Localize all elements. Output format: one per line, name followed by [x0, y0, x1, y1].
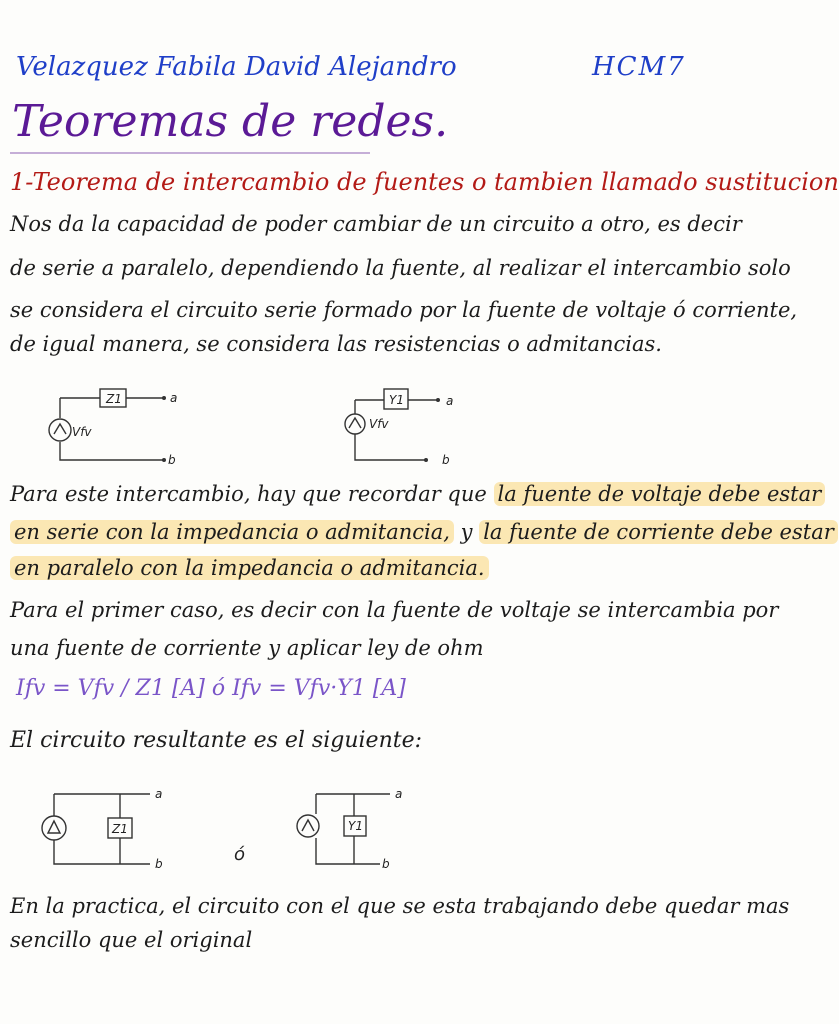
diagram2-separator: ó	[234, 844, 246, 865]
intro-line-2: de serie a paralelo, dependiendo la fuente, al realizar el intercambio solo	[10, 256, 791, 280]
diagram2-right-a: a	[395, 787, 403, 801]
first-case-line-1: Para el primer caso, es decir con la fuente de voltaje se intercambia por	[10, 598, 779, 622]
diagram1-right-source: Vfv	[369, 417, 389, 431]
result-intro: El circuito resultante es el siguiente:	[10, 728, 423, 753]
diagram1-left-source: Vfv	[72, 425, 92, 439]
intro-line-1: Nos da la capacidad de poder cambiar de un circuito a otro, es decir	[10, 212, 742, 236]
intro-line-4: de igual manera, se considera las resistencias o admitancias.	[10, 332, 662, 356]
diagram2-right-b: b	[382, 857, 390, 871]
diagram1-left-element: Z1	[106, 392, 122, 406]
highlight-voltage-source: la fuente de voltaje debe estar	[494, 482, 826, 506]
diagram1-right-a: a	[446, 394, 454, 408]
exchange-line-2	[10, 520, 838, 544]
title-underline	[10, 152, 370, 154]
diagram1-right-b: b	[442, 453, 450, 467]
diagram1-left-a: a	[170, 391, 178, 405]
highlight-series: en serie con la impedancia o admitancia,	[10, 520, 454, 544]
highlight-current-source: la fuente de corriente debe estar	[479, 520, 838, 544]
exchange-text-1: Para este intercambio, hay que recordar que	[10, 482, 487, 506]
intro-line-3: se considera el circuito serie formado por la fuente de voltaje ó corriente,	[10, 298, 798, 322]
diagram1-left-b: b	[168, 453, 176, 467]
diagram-parallel-sources	[0, 780, 768, 880]
author-name: Velazquez Fabila David Alejandro	[16, 52, 457, 82]
diagram2-left-b: b	[155, 857, 163, 871]
ohm-formula: Ifv = Vfv / Z1 [A] ó Ifv = Vfv·Y1 [A]	[16, 676, 406, 701]
diagram2-left-a: a	[155, 787, 163, 801]
first-case-line-2: una fuente de corriente y aplicar ley de ohm	[10, 636, 484, 660]
conclusion-line-2: sencillo que el original	[10, 928, 253, 952]
exchange-text-2: y	[460, 520, 473, 544]
diagram2-right-element: Y1	[348, 819, 363, 833]
section-heading: 1-Teorema de intercambio de fuentes o tambien llamado sustitucion	[10, 168, 839, 196]
diagram-series-sources	[0, 378, 768, 470]
exchange-line-1	[10, 482, 825, 506]
conclusion-line-1: En la practica, el circuito con el que se esta trabajando debe quedar mas	[10, 894, 790, 918]
group-code: HCM7	[592, 52, 686, 82]
exchange-line-3	[10, 556, 489, 580]
diagram2-left-element: Z1	[112, 822, 128, 836]
diagram1-right-element: Y1	[389, 393, 404, 407]
page-title: Teoremas de redes.	[12, 96, 449, 147]
highlight-parallel: en paralelo con la impedancia o admitancia.	[10, 556, 489, 580]
